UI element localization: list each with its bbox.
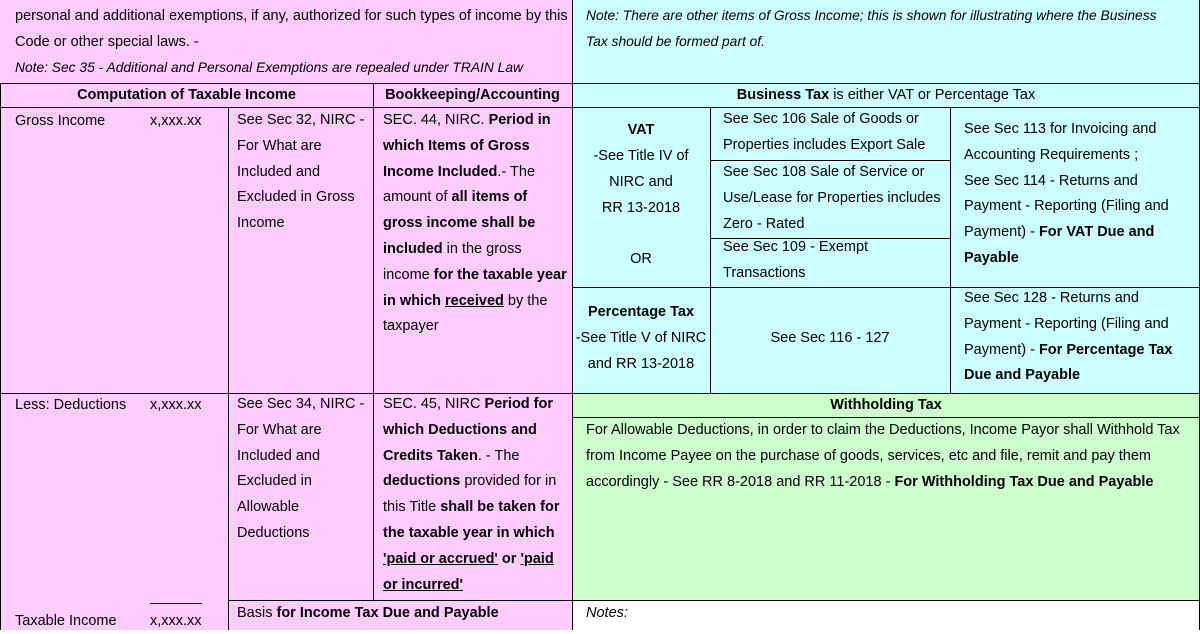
sec109-text: See Sec 109 - Exempt Transactions bbox=[723, 239, 869, 281]
percentage-tax-title: Percentage Tax bbox=[587, 304, 695, 320]
sec113-114-text: See Sec 113 for Invoicing and Accounting Requirements ; See Sec 114 - Returns and Payment - Reporting (Filing and Payment) - For VAT Due and Payable bbox=[964, 121, 1169, 266]
sec32-reference: See Sec 32, NIRC - For What are Included and Excluded in Gross Income bbox=[237, 112, 365, 232]
bookkeeping-header: Bookkeeping/Accounting bbox=[385, 87, 560, 103]
sec106-text: See Sec 106 Sale of Goods or Properties includes Export Sale bbox=[723, 111, 926, 153]
top-left-note: Note: Sec 35 - Additional and Personal Exemptions are repealed under TRAIN Law bbox=[15, 60, 523, 75]
sec116-127-text: See Sec 116 - 127 bbox=[770, 330, 890, 346]
withholding-text: For Allowable Deductions, in order to claim the Deductions, Income Payor shall Withhold Tax from Income Payee on the purchase of goods, services, etc and file, remit and pay them accordingly - See RR 8-2018 and RR 11-2018 - For Withholding Tax Due and Payable bbox=[586, 422, 1180, 490]
vat-line-1: -See Title IV of bbox=[593, 148, 689, 164]
business-tax-header: Business Tax is either VAT or Percentage Tax bbox=[736, 87, 1036, 103]
taxable-income-label: Taxable Income bbox=[15, 613, 117, 629]
sec34-reference: See Sec 34, NIRC - For What are Included and Excluded in Allowable Deductions bbox=[237, 396, 365, 541]
gross-income-value: x,xxx.xx bbox=[150, 113, 202, 129]
sec44-text: SEC. 44, NIRC. Period in which Items of Gross Income Included.- The amount of all items of gross income shall be included in the gross income for the taxable year in which received by the taxpayer bbox=[383, 112, 567, 335]
top-right-note-2: Tax should be formed part of. bbox=[586, 34, 765, 49]
vat-line-2: NIRC and bbox=[609, 174, 673, 190]
taxable-income-value: x,xxx.xx bbox=[150, 613, 202, 629]
notes-area bbox=[572, 600, 1200, 630]
percentage-line-1: -See Title V of NIRC bbox=[575, 330, 707, 346]
top-left-line-2: Code or other special laws. - bbox=[15, 34, 199, 50]
top-left-line-1: personal and additional exemptions, if any, authorized for such types of income by this bbox=[15, 8, 568, 24]
vat-or: OR bbox=[630, 251, 652, 267]
sec108-text: See Sec 108 Sale of Service or Use/Lease for Properties includes Zero - Rated bbox=[723, 164, 941, 232]
percentage-line-2: and RR 13-2018 bbox=[587, 356, 695, 372]
sec128-text: See Sec 128 - Returns and Payment - Reporting (Filing and Payment) - For Percentage Tax Due and Payable bbox=[964, 290, 1173, 384]
withholding-header: Withholding Tax bbox=[830, 397, 942, 413]
gross-income-label: Gross Income bbox=[15, 113, 106, 129]
top-right-note-1: Note: There are other items of Gross Income; this is shown for illustrating where the Business bbox=[586, 8, 1157, 23]
deductions-value: x,xxx.xx bbox=[150, 397, 202, 413]
vat-line-3: RR 13-2018 bbox=[601, 200, 681, 216]
vat-title: VAT bbox=[627, 122, 655, 138]
notes-label: Notes: bbox=[586, 605, 628, 621]
deductions-label: Less: Deductions bbox=[15, 397, 127, 413]
sec45-text: SEC. 45, NIRC Period for which Deductions and Credits Taken. - The deductions provided for in this Title shall be taken for the taxable year in which 'paid or accrued' or 'paid or incurred' bbox=[383, 396, 560, 593]
basis-income-tax: Basis for Income Tax Due and Payable bbox=[237, 605, 499, 621]
computation-header: Computation of Taxable Income bbox=[77, 87, 296, 103]
